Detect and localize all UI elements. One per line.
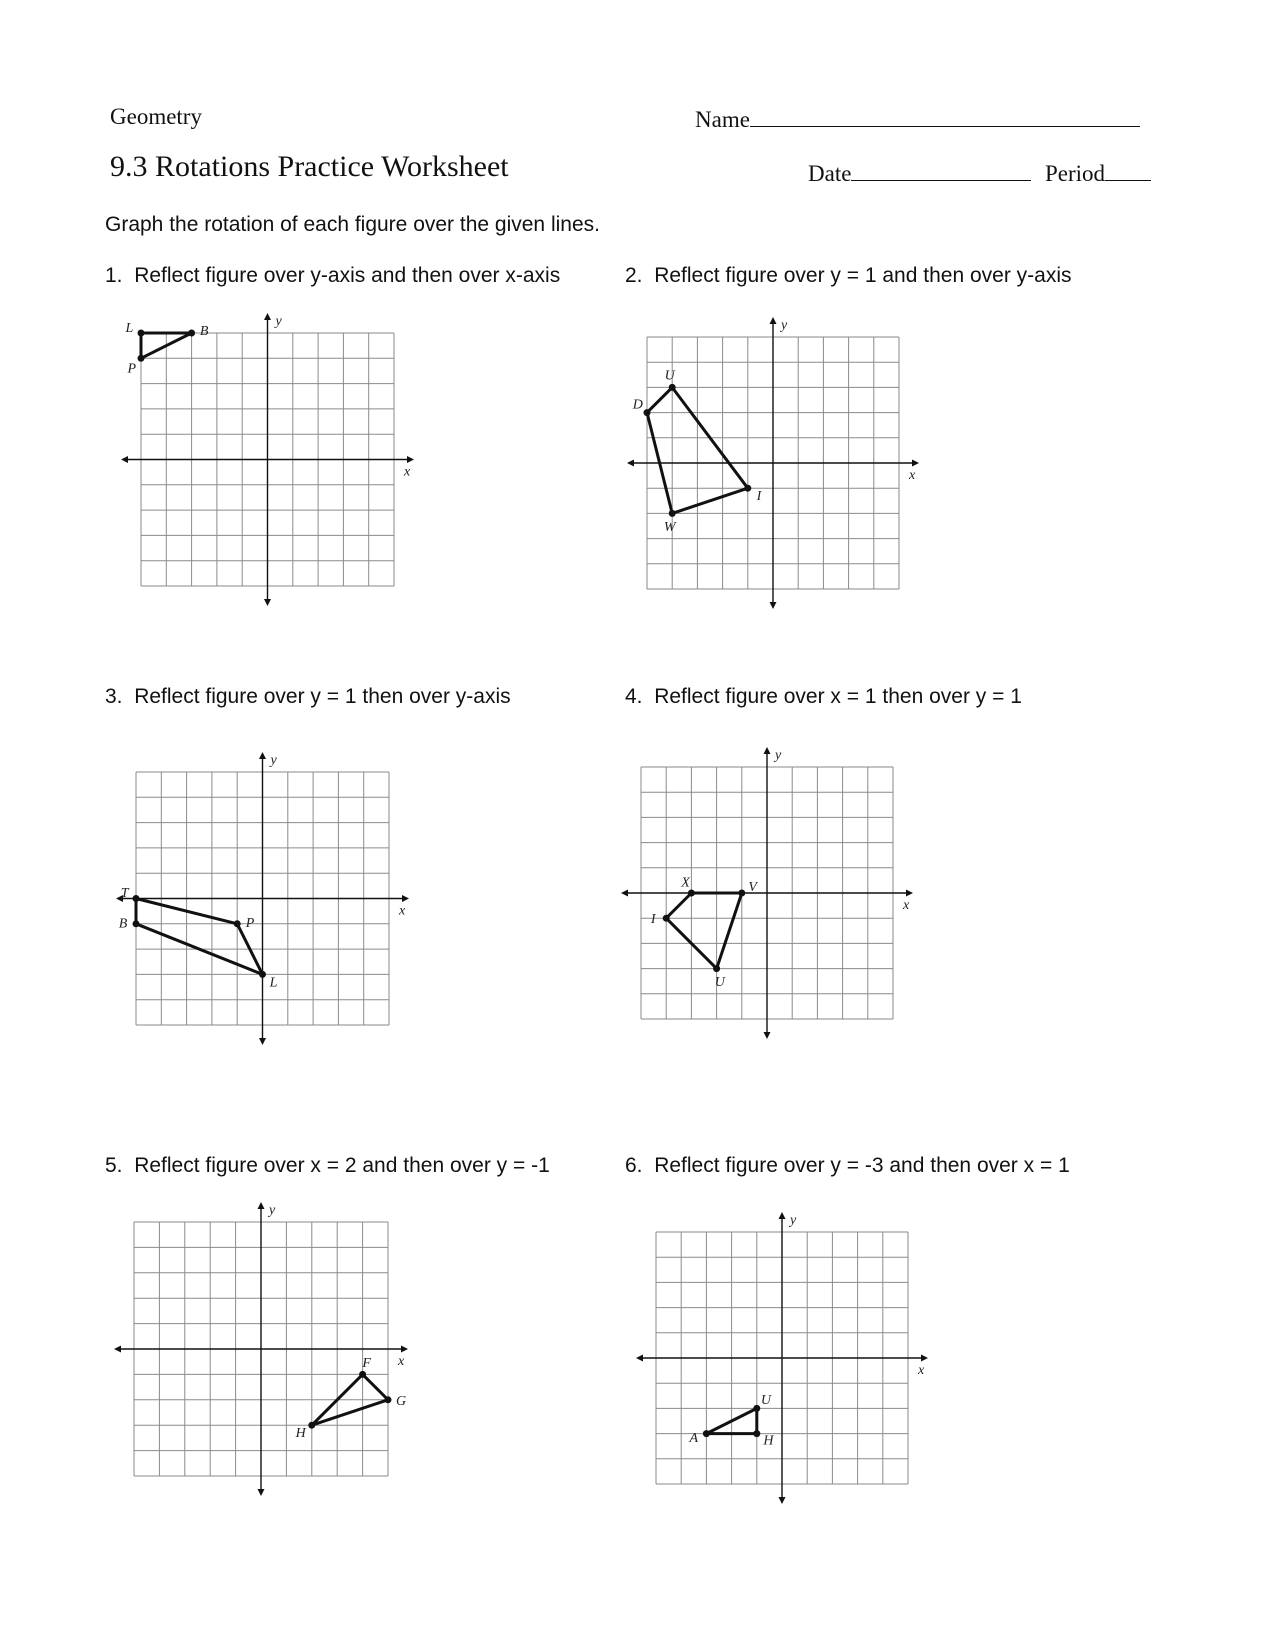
arrow-up-icon xyxy=(258,1202,265,1209)
problem-5-heading xyxy=(105,1154,550,1178)
vertex-label-u: U xyxy=(664,368,675,384)
problem-6-number: 6. xyxy=(625,1154,643,1177)
vertex-label-p: P xyxy=(127,361,137,377)
arrow-down-icon xyxy=(258,1489,265,1496)
vertex-point xyxy=(753,1405,760,1412)
vertex-point xyxy=(713,965,720,972)
vertex-label-b: B xyxy=(199,323,209,339)
problem-3-text: Reflect figure over y = 1 then over y-axis xyxy=(134,685,511,708)
coordinate-grid-4[interactable] xyxy=(611,737,923,1049)
arrow-right-icon xyxy=(912,460,919,467)
problem-6-text: Reflect figure over y = -3 and then over x = 1 xyxy=(654,1154,1070,1177)
arrow-right-icon xyxy=(402,895,409,902)
vertex-point xyxy=(738,890,745,897)
problem-2-heading xyxy=(625,264,1071,288)
problem-1-heading xyxy=(105,264,560,288)
date-label: Date xyxy=(808,161,852,186)
vertex-label-h: H xyxy=(763,1433,774,1449)
period-field[interactable] xyxy=(1045,158,1151,187)
arrow-down-icon xyxy=(764,1032,771,1039)
arrow-down-icon xyxy=(770,602,777,609)
y-axis-label: y xyxy=(790,1213,797,1228)
vertex-point xyxy=(133,920,140,927)
name-label: Name xyxy=(695,107,750,132)
vertex-label-f: F xyxy=(362,1356,371,1372)
x-axis-label: x xyxy=(398,1354,405,1369)
problem-2-text: Reflect figure over y = 1 and then over y-axis xyxy=(654,264,1072,287)
problem-3-heading xyxy=(105,685,511,709)
x-axis-label: x xyxy=(918,1363,925,1378)
x-axis-label: x xyxy=(909,468,916,483)
vertex-point xyxy=(138,330,145,337)
vertex-label-d: D xyxy=(632,397,643,413)
period-label: Period xyxy=(1045,161,1106,186)
period-blank[interactable] xyxy=(1105,158,1151,181)
vertex-point xyxy=(385,1396,392,1403)
coordinate-grid-3[interactable] xyxy=(106,742,419,1055)
vertex-label-l: L xyxy=(269,975,278,991)
axes xyxy=(627,317,919,609)
vertex-point xyxy=(138,355,145,362)
instructions: Graph the rotation of each figure over the given lines. xyxy=(105,213,600,236)
arrow-down-icon xyxy=(259,1038,266,1045)
vertex-point xyxy=(644,409,651,416)
vertex-label-i: I xyxy=(756,488,762,504)
x-axis-label: x xyxy=(404,464,411,480)
problem-1-number: 1. xyxy=(105,264,123,287)
problem-6-heading xyxy=(625,1154,1070,1178)
vertex-point xyxy=(188,330,195,337)
vertex-label-h: H xyxy=(295,1425,306,1441)
arrow-up-icon xyxy=(264,313,271,320)
name-field[interactable] xyxy=(695,104,1140,133)
arrow-left-icon xyxy=(627,460,634,467)
figure-polygon xyxy=(666,893,742,969)
problem-3-number: 3. xyxy=(105,685,123,708)
name-blank[interactable] xyxy=(750,104,1140,127)
vertex-label-p: P xyxy=(245,915,255,931)
arrow-right-icon xyxy=(906,890,913,897)
vertex-label-x: X xyxy=(681,875,690,891)
coordinate-grid-1[interactable] xyxy=(111,303,424,616)
problem-1-text: Reflect figure over y-axis and then over x-axis xyxy=(134,264,561,287)
axes xyxy=(116,752,409,1045)
problem-5-number: 5. xyxy=(105,1154,123,1177)
y-axis-label: y xyxy=(775,748,782,763)
problem-5-text: Reflect figure over x = 2 and then over y = -1 xyxy=(134,1154,550,1177)
vertex-label-w: W xyxy=(663,520,676,536)
vertex-label-v: V xyxy=(748,879,757,895)
vertex-point xyxy=(703,1430,710,1437)
vertex-label-a: A xyxy=(689,1430,699,1446)
worksheet-title: 9.3 Rotations Practice Worksheet xyxy=(110,150,509,183)
coordinate-grid-2[interactable] xyxy=(617,307,929,619)
vertex-label-u: U xyxy=(760,1393,772,1409)
vertex-label-i: I xyxy=(650,912,656,928)
arrow-right-icon xyxy=(401,1346,408,1353)
arrow-up-icon xyxy=(764,747,771,754)
date-field[interactable] xyxy=(808,158,1031,187)
y-axis-label: y xyxy=(270,753,277,768)
figure-polygon xyxy=(136,899,263,975)
x-axis-label: x xyxy=(903,898,910,913)
arrow-left-icon xyxy=(121,456,128,463)
x-axis-label: x xyxy=(399,903,406,919)
vertex-label-t: T xyxy=(120,886,129,902)
axes xyxy=(121,313,414,606)
y-axis-label: y xyxy=(275,314,282,329)
problem-4-text: Reflect figure over x = 1 then over y = 1 xyxy=(654,685,1022,708)
date-blank[interactable] xyxy=(851,158,1031,181)
axes xyxy=(621,747,913,1039)
vertex-point xyxy=(663,915,670,922)
vertex-label-b: B xyxy=(118,916,128,932)
vertex-point xyxy=(669,384,676,391)
arrow-down-icon xyxy=(264,599,271,606)
vertex-point xyxy=(308,1422,315,1429)
vertex-point xyxy=(669,510,676,517)
vertex-point xyxy=(744,485,751,492)
arrow-up-icon xyxy=(259,752,266,759)
arrow-up-icon xyxy=(770,317,777,324)
course-subject: Geometry xyxy=(110,104,202,129)
axes xyxy=(114,1202,408,1496)
coordinate-grid-5[interactable] xyxy=(104,1192,418,1506)
y-axis-label: y xyxy=(781,318,788,333)
arrow-left-icon xyxy=(621,890,628,897)
arrow-right-icon xyxy=(921,1355,928,1362)
vertex-point xyxy=(259,971,266,978)
problem-4-heading xyxy=(625,685,1022,709)
y-axis-label: y xyxy=(269,1203,276,1218)
problem-2-number: 2. xyxy=(625,264,643,287)
vertex-label-l: L xyxy=(125,321,134,337)
arrow-right-icon xyxy=(407,456,414,463)
vertex-point xyxy=(234,920,241,927)
vertex-point xyxy=(133,895,140,902)
coordinate-grid-6[interactable] xyxy=(626,1202,938,1514)
vertex-point xyxy=(359,1371,366,1378)
arrow-up-icon xyxy=(779,1212,786,1219)
arrow-left-icon xyxy=(636,1355,643,1362)
vertex-point xyxy=(688,890,695,897)
vertex-label-g: G xyxy=(395,1393,407,1409)
arrow-down-icon xyxy=(779,1497,786,1504)
vertex-point xyxy=(753,1430,760,1437)
arrow-left-icon xyxy=(114,1346,121,1353)
vertex-label-u: U xyxy=(714,975,725,991)
axes xyxy=(636,1212,928,1504)
problem-4-number: 4. xyxy=(625,685,643,708)
